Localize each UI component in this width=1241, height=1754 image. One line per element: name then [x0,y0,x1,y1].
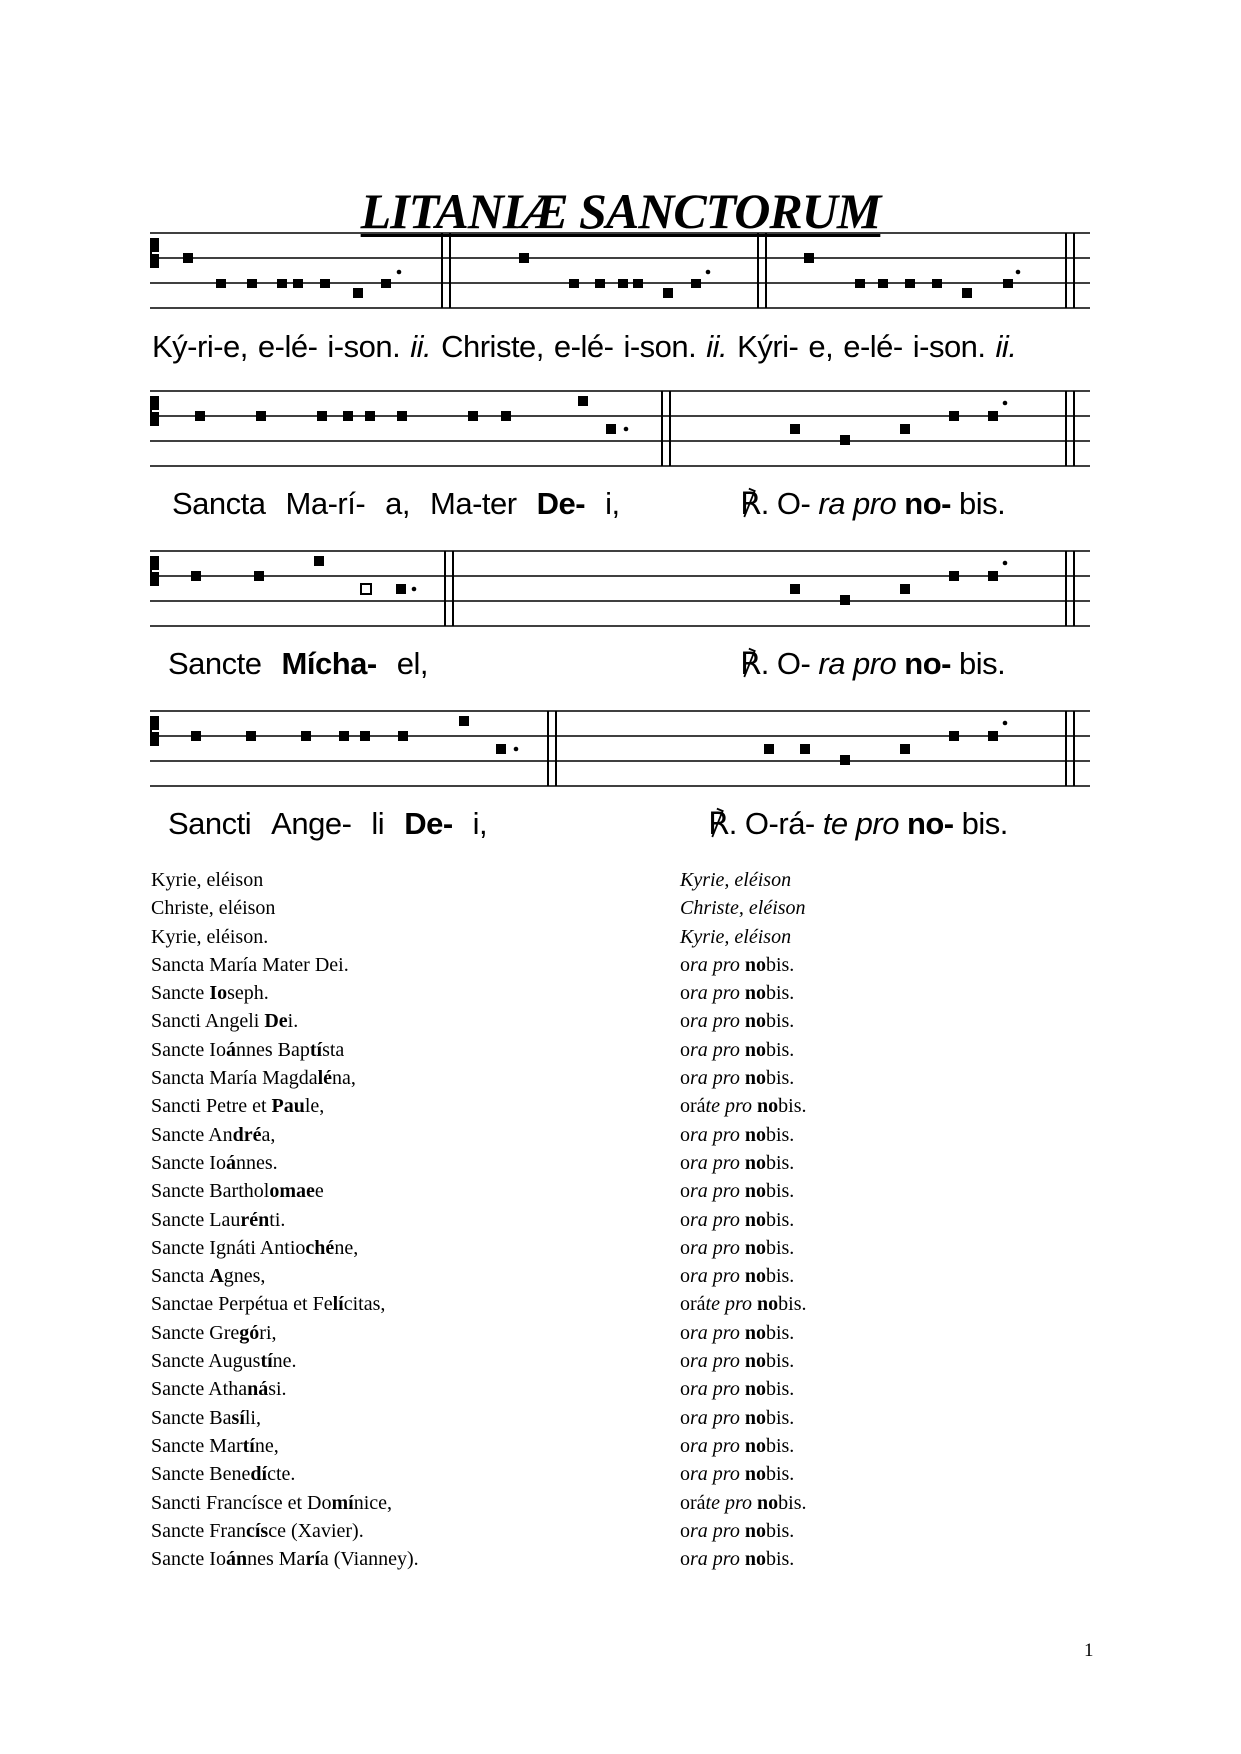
response-fragment: no [744,1123,766,1146]
verse-fragment: Sancte An [151,1123,233,1146]
lyric-syllable: ℟. O- [740,486,811,521]
invocation-response [680,1375,1080,1403]
lyric-syllable: e-lé- [257,329,318,364]
response-fragment: no [744,1378,766,1401]
response-fragment: bis. [765,1180,795,1203]
verse-fragment: e [314,1180,324,1203]
verse-fragment: Sancte Io [151,1151,226,1174]
response-fragment: bis. [765,953,795,976]
verse-fragment: Sancte Augus [151,1350,261,1373]
lyric-syllable: De- [536,486,586,521]
response-fragment: no [757,1293,779,1316]
response-fragment: bis. [765,1123,795,1146]
verse-fragment: cís [245,1519,269,1542]
response-fragment: pro [712,1067,745,1090]
invocation-verse [151,1404,651,1432]
response-fragment: ra [690,1378,713,1401]
response-fragment: o [680,1067,690,1090]
invocation-response [680,1290,1080,1318]
response-fragment: bis. [765,1463,795,1486]
verse-fragment: li, [244,1406,261,1429]
invocation-response [680,1007,1080,1035]
chant-response-4 [708,806,1008,842]
invocation-verse [151,1432,651,1460]
lyric-syllable: Christe, [441,329,544,364]
verse-fragment: nes Ma [247,1548,306,1571]
response-fragment: no [744,1010,766,1033]
response-fragment: no [744,1265,766,1288]
lyric-syllable: te [822,806,848,841]
response-fragment: o [680,1265,690,1288]
lyric-syllable: ii. [706,329,728,364]
verse-fragment: ri, [259,1321,277,1344]
response-fragment: bis. [765,1378,795,1401]
response-fragment: ra [690,1038,713,1061]
response-fragment: ra [690,953,713,976]
response-fragment: Kyrie, eléison [680,869,792,891]
response-fragment: ra [690,1321,713,1344]
invocation-response [680,866,1080,894]
response-fragment: pro [724,1293,758,1316]
verse-fragment: ne, [254,1434,279,1457]
response-fragment: bis. [778,1293,807,1316]
invocation-response [680,1036,1080,1064]
invocation-verse [151,1149,651,1177]
response-fragment: o [680,1378,690,1401]
response-fragment: no [744,1236,766,1259]
invocation-verse [151,1092,651,1120]
invocation-response [680,1517,1080,1545]
verse-fragment: mí [331,1491,354,1514]
verse-fragment: lé [317,1067,333,1090]
verse-fragment: Kyrie, eléison [151,869,264,891]
response-fragment: bis. [765,1434,795,1457]
response-fragment: pro [712,1406,745,1429]
lyric-syllable: no- [904,646,951,681]
invocation-response [680,1432,1080,1460]
verse-fragment: Sancte Fran [151,1519,246,1542]
verse-fragment: Sancti Francísce et Do [151,1491,332,1514]
response-fragment: no [744,982,766,1005]
lyric-syllable: i-son. [623,329,697,364]
invocation-verse [151,1007,651,1035]
verse-fragment: gó [239,1321,260,1344]
lyric-syllable: i-son. [912,329,986,364]
response-fragment: ra [690,1236,713,1259]
lyric-syllable: Ange- [271,806,352,841]
response-fragment: ra [690,1208,713,1231]
c-clef-icon [150,556,159,586]
response-fragment: pro [712,1519,745,1542]
verse-fragment: tí [260,1350,273,1373]
lyric-syllable: ii. [410,329,432,364]
invocation-verse [151,1036,651,1064]
invocation-verse [151,1064,651,1092]
response-fragment: ra [690,1406,713,1429]
lyric-syllable: ra [818,486,845,521]
verse-fragment: lí [332,1293,344,1316]
invocation-verse [151,1545,651,1573]
invocation-verse [151,1517,651,1545]
verse-fragment: gnes, [223,1265,266,1288]
lyric-syllable: Sancte [168,646,262,681]
response-fragment: no [744,953,766,976]
response-fragment: ra [690,982,713,1005]
verse-fragment: a (Vianney). [319,1548,419,1571]
response-fragment: bis. [765,1406,795,1429]
verse-fragment: Sancte Barthol [151,1180,270,1203]
c-clef-icon [150,396,159,426]
verse-fragment: rén [240,1208,270,1231]
verse-fragment: Sancta María Magda [151,1067,318,1090]
response-fragment: o [680,1151,690,1174]
response-fragment: te [705,1491,725,1514]
lyric-syllable: no- [906,806,954,841]
invocation-response [680,1347,1080,1375]
response-fragment: pro [712,1321,745,1344]
invocation-response [680,1234,1080,1262]
response-fragment: pro [712,1350,745,1373]
verse-fragment: Pau [271,1095,305,1118]
response-fragment: o [680,1406,690,1429]
verse-fragment: sta [322,1038,345,1061]
invocation-verse [151,1489,651,1517]
verse-fragment: Sanctae Perpétua et Fe [151,1293,333,1316]
response-fragment: pro [712,1123,745,1146]
invocation-response [680,1064,1080,1092]
response-fragment: bis. [765,1067,795,1090]
lyric-syllable: Kýri- [737,329,799,364]
verse-fragment: Sancti Petre et [151,1095,272,1118]
verse-fragment: A [209,1265,224,1288]
invocation-response [680,894,1080,922]
response-fragment: ra [690,1434,713,1457]
page-number: 1 [1084,1640,1094,1661]
response-fragment: pro [712,1548,745,1571]
response-fragment: o [680,953,690,976]
response-fragment: pro [712,1378,745,1401]
invocation-verse [151,894,651,922]
chant-lyrics-1 [152,329,1016,365]
response-fragment: o [680,1180,690,1203]
lyric-syllable: Sancti [168,806,252,841]
response-fragment: ra [690,1067,713,1090]
response-fragment: bis. [778,1491,807,1514]
lyric-syllable: De- [404,806,453,841]
response-fragment: ra [690,1463,713,1486]
chant-staff-3 [150,546,1090,646]
verse-fragment: Sancte Ba [151,1406,232,1429]
response-fragment: orá [680,1491,706,1514]
lyric-syllable: pro [852,486,897,521]
verse-fragment: De [264,1010,288,1033]
response-fragment: pro [712,1208,745,1231]
verse-fragment: ná [247,1378,269,1401]
invocation-response [680,1545,1080,1573]
response-fragment: bis. [765,1548,795,1571]
response-fragment: bis. [765,1519,795,1542]
lyric-syllable: Sancta [172,486,266,521]
response-fragment: pro [712,1010,745,1033]
c-clef-icon [150,716,159,746]
verse-fragment: Io [209,982,228,1005]
response-fragment: bis. [765,1151,795,1174]
chant-staff-1 [150,228,1090,328]
response-fragment: Christe, eléison [680,897,806,920]
response-fragment: ra [690,1265,713,1288]
lyric-syllable: ra [818,646,845,681]
verse-fragment: ne. [272,1350,297,1373]
invocation-verse [151,1234,651,1262]
invocation-response [680,951,1080,979]
response-fragment: no [744,1151,766,1174]
invocation-response [680,1149,1080,1177]
lyric-syllable: Ma-ter [430,486,517,521]
response-fragment: no [744,1548,766,1571]
lyric-syllable: Mícha- [281,646,377,681]
response-fragment: pro [712,1151,745,1174]
verse-fragment: Sancte [151,982,210,1005]
response-fragment: o [680,982,690,1005]
response-fragment: ra [690,1350,713,1373]
lyric-syllable: pro [855,806,899,841]
lyric-syllable: a, [385,486,411,521]
response-fragment: pro [712,1434,745,1457]
verse-fragment: ne, [334,1236,359,1259]
verse-fragment: tí [242,1434,255,1457]
response-fragment: bis. [765,982,795,1005]
response-fragment: bis. [765,1321,795,1344]
verse-fragment: na, [332,1067,356,1090]
response-fragment: o [680,1010,690,1033]
lyric-syllable: ℟. O- [740,646,811,681]
response-fragment: orá [680,1095,706,1118]
response-fragment: pro [712,1180,745,1203]
response-fragment: te [705,1293,725,1316]
response-fragment: no [744,1038,766,1061]
invocation-response [680,1489,1080,1517]
verse-fragment: Sancti Angeli [151,1010,265,1033]
verse-fragment: le, [304,1095,325,1118]
chant-lyrics-4 [168,806,487,842]
lyric-syllable: ii. [995,329,1017,364]
response-fragment: bis. [765,1208,795,1231]
invocation-verse [151,1177,651,1205]
response-fragment: o [680,1463,690,1486]
verse-fragment: Sancte Atha [151,1378,248,1401]
invocation-verse [151,1460,651,1488]
response-fragment: bis. [778,1095,807,1118]
verse-fragment: cte. [267,1463,296,1486]
response-fragment: bis. [765,1236,795,1259]
chant-response-3 [740,646,1005,682]
response-fragment: pro [712,1265,745,1288]
response-fragment: o [680,1321,690,1344]
response-fragment: pro [712,1236,745,1259]
response-fragment: o [680,1123,690,1146]
response-fragment: no [744,1406,766,1429]
lyric-syllable: li [371,806,385,841]
response-fragment: ra [690,1180,713,1203]
verse-fragment: Sancte Mar [151,1434,243,1457]
lyric-syllable: i, [472,806,488,841]
chant-response-2 [740,486,1005,522]
response-fragment: bis. [765,1038,795,1061]
verse-fragment: i. [287,1010,299,1033]
verse-fragment: sí [231,1406,245,1429]
response-fragment: no [744,1067,766,1090]
response-fragment: ra [690,1519,713,1542]
verse-fragment: Sancta María Mater Dei. [151,953,349,976]
response-fragment: o [680,1350,690,1373]
lyric-syllable: bis. [961,806,1008,841]
invocation-list [151,866,651,1573]
chant-lyrics-2 [172,486,620,522]
lyric-syllable: e-lé- [553,329,614,364]
verse-fragment: omae [269,1180,315,1203]
lyric-syllable: Ký-ri-e, [152,329,248,364]
response-fragment: pro [712,953,745,976]
invocation-verse [151,1347,651,1375]
response-fragment: no [757,1491,779,1514]
response-fragment: pro [712,1463,745,1486]
response-fragment: o [680,1208,690,1231]
invocation-response [680,1460,1080,1488]
verse-fragment: dré [232,1123,262,1146]
verse-fragment: dí [250,1463,268,1486]
response-list [680,866,1080,1573]
lyric-syllable: bis. [958,486,1006,521]
response-fragment: pro [724,1491,758,1514]
verse-fragment: á [225,1038,236,1061]
response-fragment: bis. [765,1010,795,1033]
verse-fragment: nnes. [235,1151,278,1174]
response-fragment: o [680,1519,690,1542]
invocation-response [680,923,1080,951]
verse-fragment: nice, [353,1491,393,1514]
invocation-verse [151,1375,651,1403]
verse-fragment: Sancta [151,1265,210,1288]
response-fragment: bis. [765,1265,795,1288]
response-fragment: no [744,1434,766,1457]
invocation-verse [151,1121,651,1149]
verse-fragment: Sancte Gre [151,1321,240,1344]
lyric-syllable: ℟. O-rá- [708,806,815,841]
response-fragment: no [744,1321,766,1344]
verse-fragment: Sancte Io [151,1548,226,1571]
response-fragment: ra [690,1151,713,1174]
response-fragment: pro [712,1038,745,1061]
verse-fragment: nnes Bap [235,1038,310,1061]
lyric-syllable: e-lé- [843,329,903,364]
invocation-verse [151,1206,651,1234]
response-fragment: no [744,1208,766,1231]
response-fragment: te [705,1095,725,1118]
lyric-syllable: bis. [958,646,1006,681]
invocation-verse [151,1319,651,1347]
invocation-response [680,979,1080,1007]
chant-staff-2 [150,386,1090,486]
response-fragment: ra [690,1548,713,1571]
lyric-syllable: no- [904,486,951,521]
lyric-syllable: Ma-rí- [285,486,366,521]
invocation-verse [151,923,651,951]
verse-fragment: ché [305,1236,335,1259]
verse-fragment: rí [305,1548,320,1571]
verse-fragment: seph. [227,982,269,1005]
invocation-response [680,1121,1080,1149]
verse-fragment: ce (Xavier). [268,1519,364,1542]
invocation-response [680,1177,1080,1205]
invocation-verse [151,979,651,1007]
response-fragment: pro [724,1095,758,1118]
response-fragment: bis. [765,1350,795,1373]
page-title: LITANIÆ SANCTORUM [360,182,881,239]
response-fragment: Kyrie, eléison [680,925,792,948]
verse-fragment: á [225,1151,236,1174]
response-fragment: o [680,1434,690,1457]
invocation-verse [151,1290,651,1318]
response-fragment: no [744,1180,766,1203]
invocation-response [680,1206,1080,1234]
verse-fragment: si. [268,1378,287,1401]
lyric-syllable: i, [605,486,620,521]
invocation-verse [151,951,651,979]
verse-fragment: Sancte Bene [151,1463,251,1486]
response-fragment: no [744,1463,766,1486]
invocation-verse [151,866,651,894]
response-fragment: ra [690,1010,713,1033]
chant-lyrics-3 [168,646,428,682]
response-fragment: no [744,1519,766,1542]
verse-fragment: Sancte Ignáti Antio [151,1236,306,1259]
response-fragment: orá [680,1293,706,1316]
response-fragment: no [744,1350,766,1373]
invocation-response [680,1319,1080,1347]
verse-fragment: án [225,1548,248,1571]
verse-fragment: a, [261,1123,276,1146]
verse-fragment: Kyrie, eléison. [151,925,269,948]
response-fragment: o [680,1236,690,1259]
lyric-syllable: el, [396,646,428,681]
verse-fragment: Christe, eléison [151,897,276,920]
invocation-response [680,1404,1080,1432]
invocation-verse [151,1262,651,1290]
verse-fragment: Sancte Lau [151,1208,241,1231]
invocation-response [680,1092,1080,1120]
response-fragment: pro [712,982,745,1005]
lyric-syllable: e, [808,329,834,364]
c-clef-icon [150,238,159,268]
verse-fragment: tí [309,1038,323,1061]
lyric-syllable: pro [852,646,897,681]
response-fragment: no [757,1095,779,1118]
verse-fragment: citas, [343,1293,386,1316]
response-fragment: o [680,1548,690,1571]
response-fragment: ra [690,1123,713,1146]
verse-fragment: ti. [269,1208,286,1231]
chant-staff-4 [150,706,1090,806]
verse-fragment: Sancte Io [151,1038,226,1061]
response-fragment: o [680,1038,690,1061]
lyric-syllable: i-son. [327,329,401,364]
invocation-response [680,1262,1080,1290]
